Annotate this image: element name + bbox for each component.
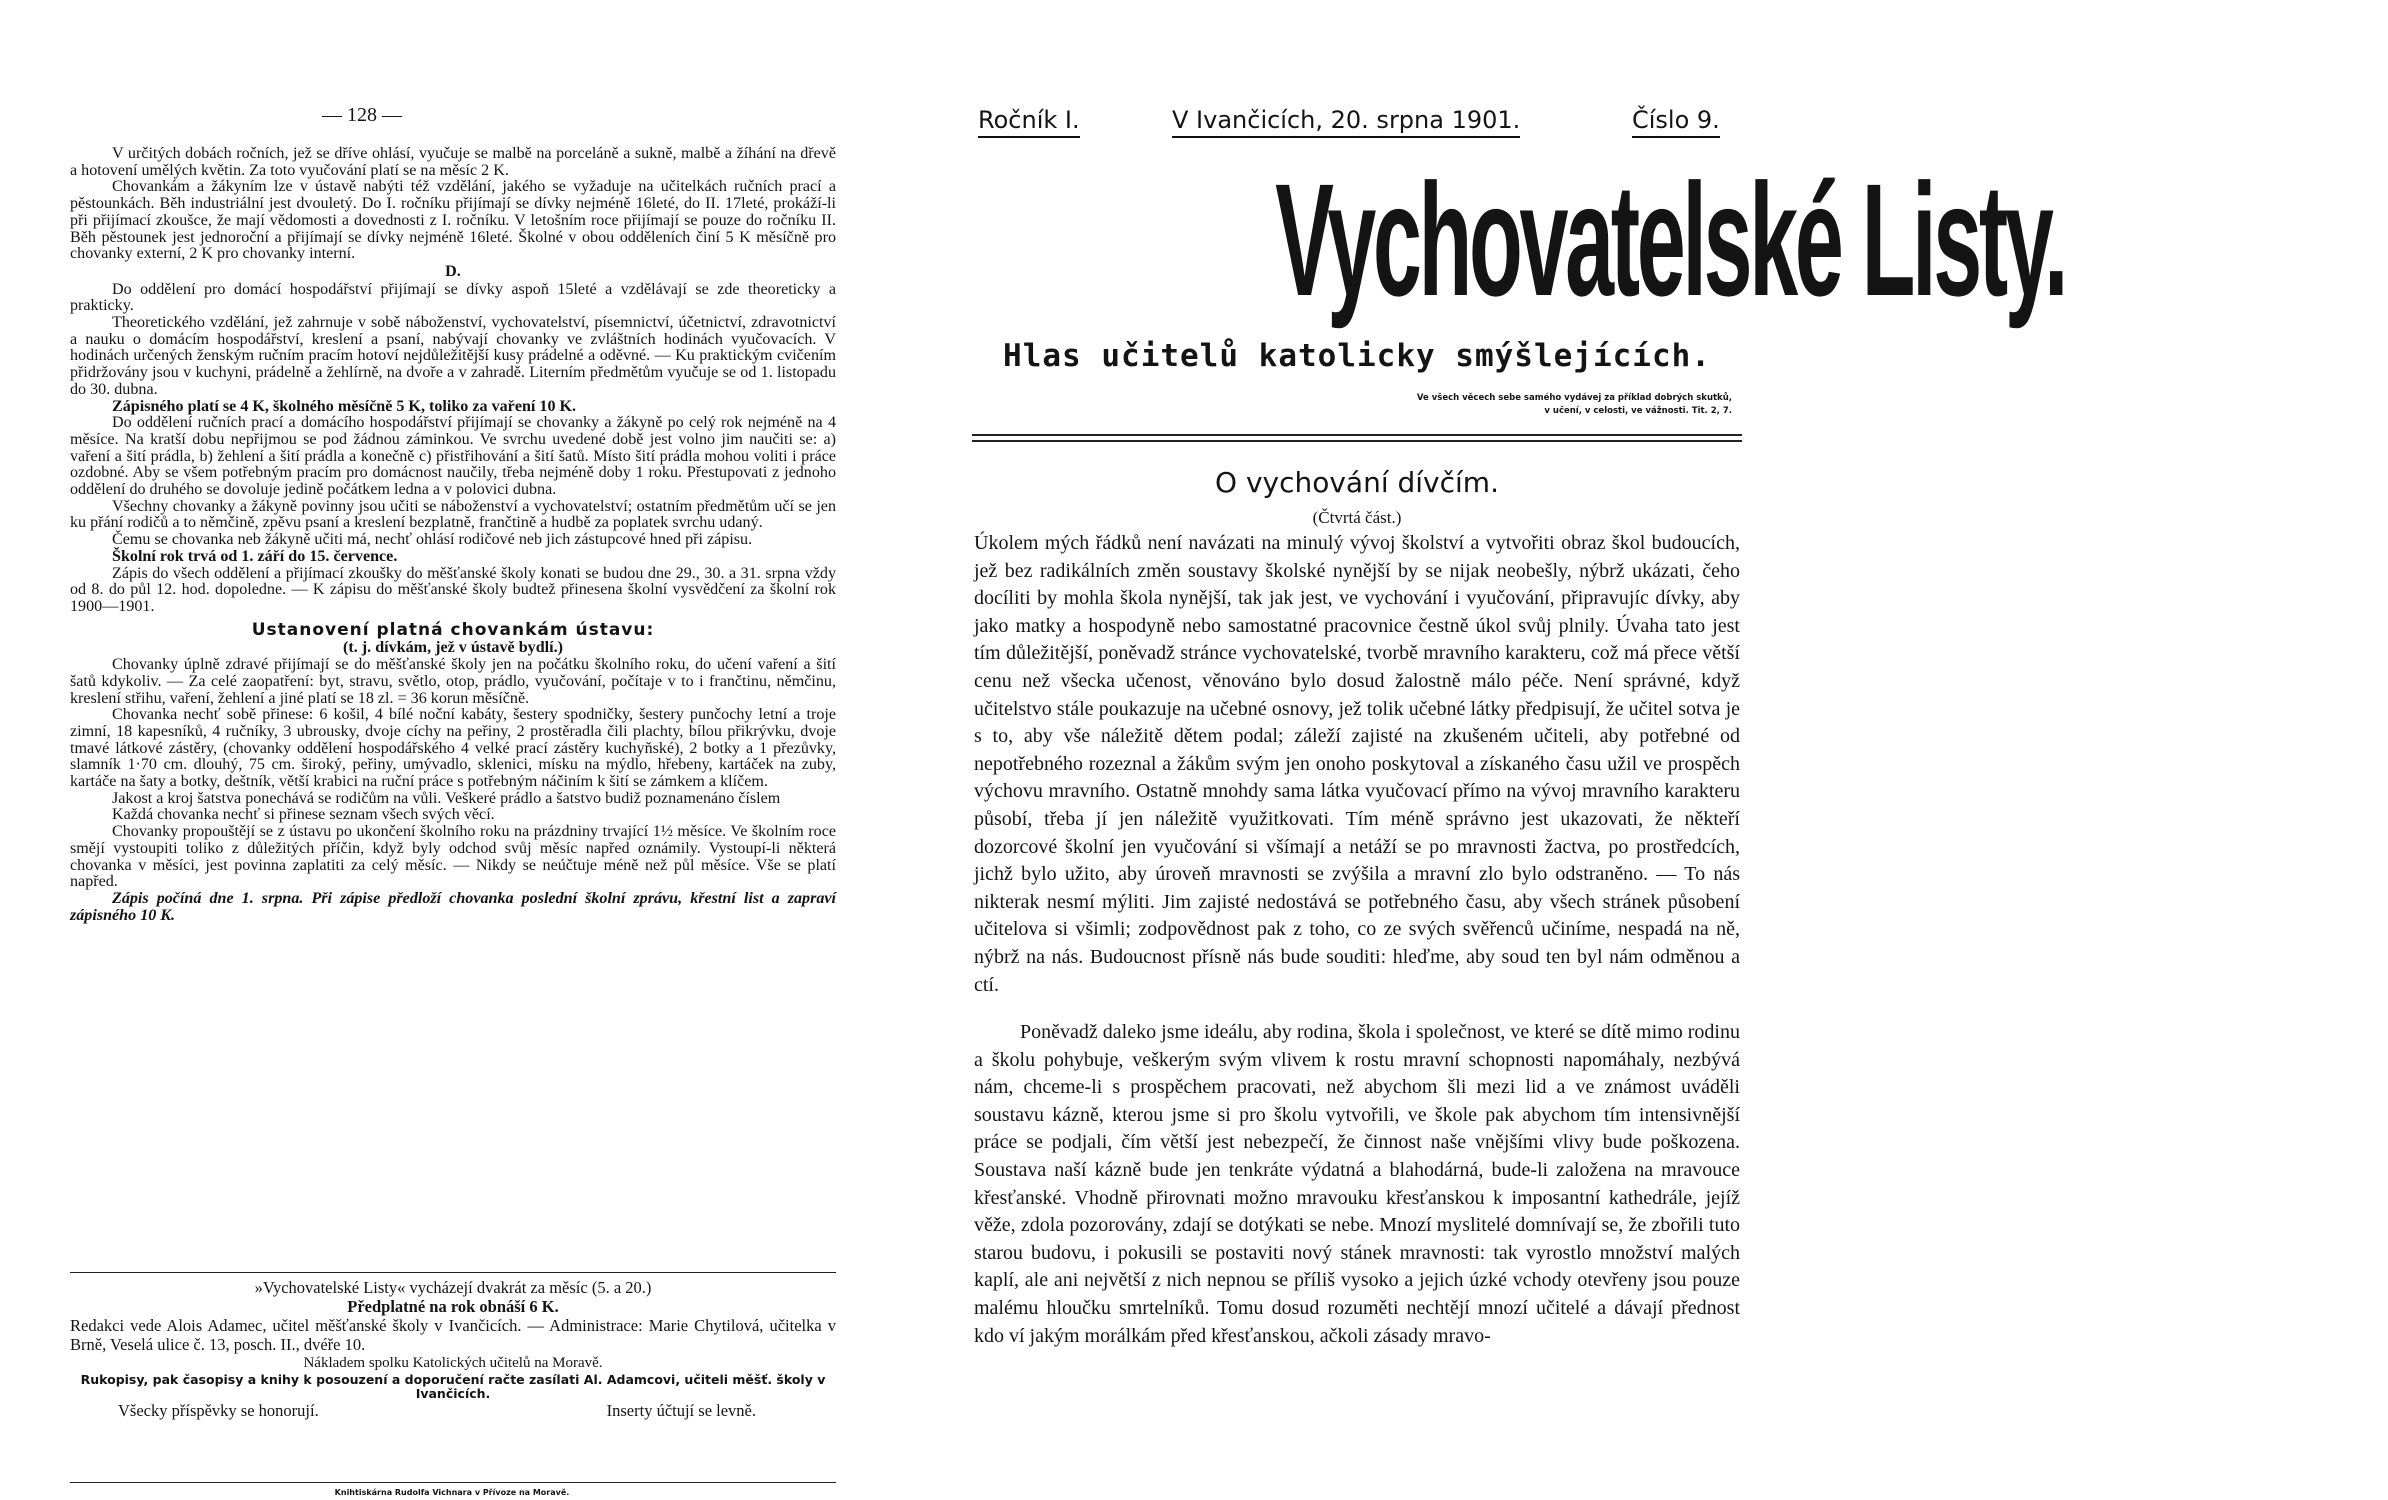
publication-notice: »Vychovatelské Listy« vycházejí dvakrát za měsíc (5. a 20.) <box>254 1278 652 1297</box>
double-rule <box>972 434 1742 442</box>
paragraph: Chovanka nechť sobě přinese: 6 košil, 4 bílé noční kabáty, šestery spodničky, šestery punčochy letní a troje zimní, 18 kapesníků, 4 ručníky, 3 ubrousky, dvoje cíchy na peřiny, 2 prostěradla čili plachty, bílou přikrývku, dvoje tmavé látkové zástěry, (chovanky oddělení hospodářského 4 velké prací zástěry kuchyňské), 2 botky a 1 přezůvky, slamník 1·70 cm. dlouhý, 75 cm. široký, peřiny, umývadlo, sklenici, mísku na mýdlo, hřebeny, kartáček na zuby, kartáče na šaty a botky, deštník, větší krabici na ruční práce s potřebným náčiním k šití se zámkem a klíčem. <box>70 706 836 791</box>
article-body <box>974 530 1740 1350</box>
publisher-info: Nákladem spolku Katolických učitelů na Moravě. <box>303 1355 603 1371</box>
section-heading-d: D. <box>445 262 461 280</box>
paragraph: Poněvadž daleko jsme ideálu, aby rodina, škola i společnost, ve které se dítě mimo rodinu a školu pohybuje, veškerým svým vlivem k rostu mravní schopnosti napomáhaly, nezbývá nám, chceme-li s prospěchem pracovati, než abychom šli mezi lid a ve známost uváděli soustavu kázně, kterou jsme si pro školu vytvořili, ve škole pak abychom tím intensivnější práce se podjali, čím větší jest nebezpečí, že činnost naše vnějšími vlivy bude poškozena. Soustava naší kázně bude jen tenkráte výdatná a blahodárná, bude-li založena na mravouce křesťanské. Vhodně přirovnati možno mravouku křesťanskou k imposantní kathedrále, jejíž věže, zdola pozorovány, zdají se dotýkati se nebe. Mnozí myslitelé domnívají se, že zbořili tuto starou budovu, i pokusili se postaviti nový stánek mravnosti: tak vyrostlo množství malých kaplí, ale ani největší z nich nepnou se příliš vysoko a jejich úzké vchody otevřeny jsou pouze malému hloučku smrtelníků. Tomu dosud rozuměti nechtějí mnozí učitelé a dávají přednost kdo ví jakým morálkám před křesťanskou, ačkoli zásady mravo- <box>974 1021 1740 1347</box>
paragraph: Školní rok trvá od 1. září do 15. července. <box>112 547 398 565</box>
rules-heading: Ustanovení platná chovankám ústavu: <box>251 619 655 640</box>
article-title: O vychování dívčím. <box>1215 466 1499 499</box>
paragraph: Čemu se chovanka neb žákyně učiti má, nechť ohlásí rodičové neb jich zástupcové hned při zápisu. <box>112 531 753 549</box>
ads-note: Inserty účtují se levně. <box>606 1401 756 1420</box>
paragraph: Zápisného platí se 4 K, školného měsíčně 5 K, toliko za vaření 10 K. <box>112 397 577 415</box>
issue-header <box>972 106 1742 140</box>
right-page <box>972 0 2066 1500</box>
paragraph: Každá chovanka nechť si přinese seznam všech svých věcí. <box>112 806 495 824</box>
masthead-title: Vychovatelské Listy. <box>1275 150 2066 329</box>
contributions-note: Všecky příspěvky se honorují. <box>118 1401 319 1420</box>
subscription-price: Předplatné na rok obnáší 6 K. <box>347 1297 559 1316</box>
article-part: (Čtvrtá část.) <box>1312 508 1402 527</box>
masthead <box>952 150 2066 329</box>
subtitle: Hlas učitelů katolicky smýšlejících. <box>1003 338 1711 374</box>
paragraph: Jakost a kroj šatstva ponechává se rodičům na vůli. Veškeré prádlo a šatstvo budiž poznamenáno číslem <box>112 789 781 807</box>
paragraph: Zápis do všech oddělení a přijímací zkoušky do měšťanské školy konati se budou dne 29., 30. a 31. srpna vždy od 8. do půl 12. hod. dopoledne. — K zápisu do měšťanské školy budtež přinesena školní vysvědčení za školní rok 1900—1901. <box>70 564 836 615</box>
place-date: V Ivančicích, 20. srpna 1901. <box>1172 106 1520 138</box>
paragraph: Úkolem mých řádků není navázati na minulý vývoj školství a vytvořiti obraz škol budoucích, jež bez radikálních změn soustavy školské nynější by se nijak neobešly, nýbrž ukázati, čeho docíliti by mohla škola nynější, tak jak jest, ve vychování i vyučování, připravujíc dívky, aby jako matky a hospodyně nebo samostatné pracovnice čestně úkol svůj plnily. Úvaha tato jest tím důležitější, poněvadž stránce vychovatelské, tvorbě mravního karakteru, což má přece větší cenu než všecka učenost, věnováno bylo dosud žalostně málo péče. Není správné, když učitelstvo stále poukazuje na učebné osnovy, jež tolik učebné látky předpisují, že učitel sotva je s to, aby vše náležitě dětem podal; záleží zajisté na zkušeném učiteli, aby potřebné od nepotřebného rozeznal a žákům svým jen onoho poskytoval a získaného času užil ve prospěch výchovu mravního. Ostatně mnohdy sama látka vyučovací přímo na vývoj mravního karakteru působí, třeba jí jen náležitě využitkovati. Tím méně správno jest ukazovati, že někteří dozorcové školní jen vyučování si všímají a netáží se po mravnosti žactva, po prostředcích, jichž bylo užito, aby úroveň mravnosti se zvýšila a mravní zlo bylo odstraněno. — To nás nikterak nesmí mýliti. Jim zajisté nedostává se potřebného času, aby všech stránek působení učitelova si všimli; zodpovědnost pak z toho, co ze svých svěřenců učiníme, nespadá na ně, nýbrž na nás. Budoucnost přísně nás bude souditi: hleďme, aby soud ten byl nám odměnou a ctí. <box>974 532 1740 996</box>
issue-number: Číslo 9. <box>1632 106 1720 138</box>
printer-imprint: Knihtiskárna Rudolfa Vichnara v Přívoze na Moravě. <box>334 1488 570 1497</box>
paragraph: Theoretického vzdělání, jež zahrnuje v sobě náboženství, vychovatelství, písemnictví, účetnictví, zdravotnictví a nauku o domácím hospodářství, kreslení a psaní, nabývají chovanky ve zvláštních hodinách vyučovacích. V hodinách určených ženským ručním pracím hotoví nejdůležitější kusy prádelné a oděvné. — Ku praktickým cvičením přidržovány jsou v kuchyni, prádelně a žehlírně, na dvoře a v zahradě. Literním předmětům vyučuje se od 1. listopadu do 30. dubna. <box>70 314 836 398</box>
divider <box>70 1482 836 1483</box>
paragraph: V určitých dobách ročních, jež se dříve ohlásí, vyučuje se malbě na porceláně a sukně, malbě a žíhání na dřevě a hotovení umělých květin. Za toto vyučování platí se na měsíc 2 K. <box>70 145 836 179</box>
paragraph: Chovankám a žákyním lze v ústavě nabýti též vzdělání, jakého se vyžaduje na učitelkách ručních prací a pěstounkách. Běh industriální jest dvouletý. Do I. ročníku přijímají se dívky nejméně 16leté, do II. 17leté, prokáží-li při přijímací zkoušce, že mají vědomosti a dovednosti z I. ročníku. V letošním roce přijímají se pouze do ročníku II. Běh pěstounek jest jednoroční a přijímají se dívky nejméně 16leté. Školné v obou odděleních činí 5 K měsíčně pro chovanky externí, 2 K pro chovanky interní. <box>70 178 836 263</box>
enrollment-note: Zápis počíná dne 1. srpna. Při zápise předloží chovanka poslední školní zprávu, křestní list a zapraví zápisného 10 K. <box>70 889 836 924</box>
rules-subheading: (t. j. dívkám, jež v ústavě bydlí.) <box>343 639 563 657</box>
paragraph: Chovanky úplně zdravé přijímají se do měšťanské školy jen na počátku školního roku, do učení vaření a šití šatů kdykoliv. — Za celé zaopatření: byt, stravu, světlo, otop, prádlo, vyučování, počítaje v to i frančtinu, němčinu, kreslení střihu, vaření, žehlení a jiné platí se 18 zl. = 36 korun měsíčně. <box>70 656 836 707</box>
motto-line: Ve všech věcech sebe samého vydávej za příklad dobrých skutků, <box>1416 393 1732 403</box>
paragraph: Do oddělení pro domácí hospodářství přijímají se dívky aspoň 15leté a vzdělávají se zde theoreticky a prakticky. <box>70 280 836 315</box>
left-body <box>70 146 836 924</box>
page-number: — 128 — <box>322 104 402 126</box>
paragraph: Chovanky propouštějí se z ústavu po ukončení školního roku na prázdniny trvající 1½ měsíce. Ve školním roce smějí vystoupiti toliko z důležitých příčin, když byly odchod svůj měsíc napřed oznámily. Vystoupí-li některá chovanka v měsíci, jest povinna zaplatiti za celý měsíc. — Nikdy se neúčtuje méně než půl měsíce. Vše se platí napřed. <box>70 823 836 891</box>
divider <box>70 1272 836 1273</box>
volume-label: Ročník I. <box>978 106 1080 138</box>
editorial-info: Redakci vede Alois Adamec, učitel měšťanské školy v Ivančicích. — Administrace: Marie Chytilová, učitelka v Brně, Veselá ulice č. 13, posch. II., dvéře 10. <box>70 1316 836 1354</box>
motto <box>1172 392 1732 418</box>
motto-line: v učení, v celosti, ve vážnosti. Tit. 2, 7. <box>1544 406 1732 416</box>
paragraph: Všechny chovanky a žákyně povinny jsou učiti se náboženství a vychovatelství; ostatním předmětům učí se jen ku přání rodičů a to němčině, zpěvu psaní a kreslení bezplatně, frančtině a hudbě za poplatek svrchu udaný. <box>70 497 836 532</box>
left-page <box>62 0 842 1500</box>
subscription-box <box>70 1278 836 1420</box>
paragraph: Do oddělení ručních prací a domácího hospodářství přijímají se chovanky a žákyně po celý rok nejméně na 4 měsíce. Na kratší dobu nepřijmou se pod žádnou záminkou. Ve svrchu uvedené době jest volno jim naučiti se: a) vaření a šití prádla, b) žehlení a šití prádla a konečně c) přistřihování a šití šatů. Místo šití prádla mohou voliti i práce ozdobné. Aby se všem potřebným pracím pro domácnost naučily, třeba nejméně doby 1 roku. Přestupovati z jednoho oddělení do druhého se dovoluje jedině počátkem ledna a v polovici dubna. <box>70 414 836 499</box>
manuscripts-info: Rukopisy, pak časopisy a knihy k posouzení a doporučení račte zasílati Al. Adamcovi, učiteli měšť. školy v Ivančicích. <box>80 1372 826 1401</box>
